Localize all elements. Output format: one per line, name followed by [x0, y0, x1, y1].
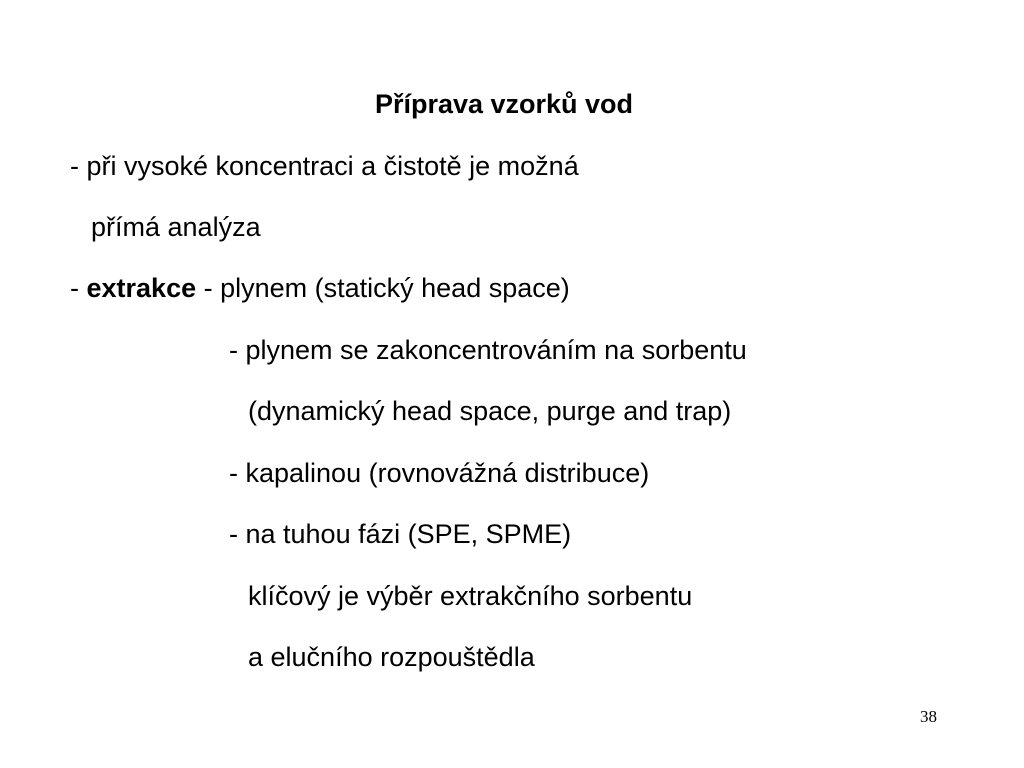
extraction-keyword: extrakce — [86, 273, 197, 303]
text-line-6: - kapalinou (rovnovážná distribuce) — [229, 458, 650, 488]
text-line-4: - plynem se zakoncentrováním na sorbentu — [229, 335, 747, 365]
text-line-3 — [70, 270, 570, 306]
page-number: 38 — [920, 707, 937, 726]
text-line-5: (dynamický head space, purge and trap) — [248, 396, 732, 426]
slide-title: Příprava vzorků vod — [374, 89, 634, 119]
text-line-3-rest: - plynem (statický head space) — [196, 273, 570, 303]
text-line-3-prefix: - — [70, 273, 87, 303]
text-line-2: přímá analýza — [91, 212, 261, 242]
text-line-8: klíčový je výběr extrakčního sorbentu — [248, 581, 693, 611]
text-line-1: - při vysoké koncentraci a čistotě je možná — [70, 151, 579, 181]
text-line-9: a elučního rozpouštědla — [248, 642, 535, 672]
text-line-7: - na tuhou fázi (SPE, SPME) — [229, 519, 572, 549]
